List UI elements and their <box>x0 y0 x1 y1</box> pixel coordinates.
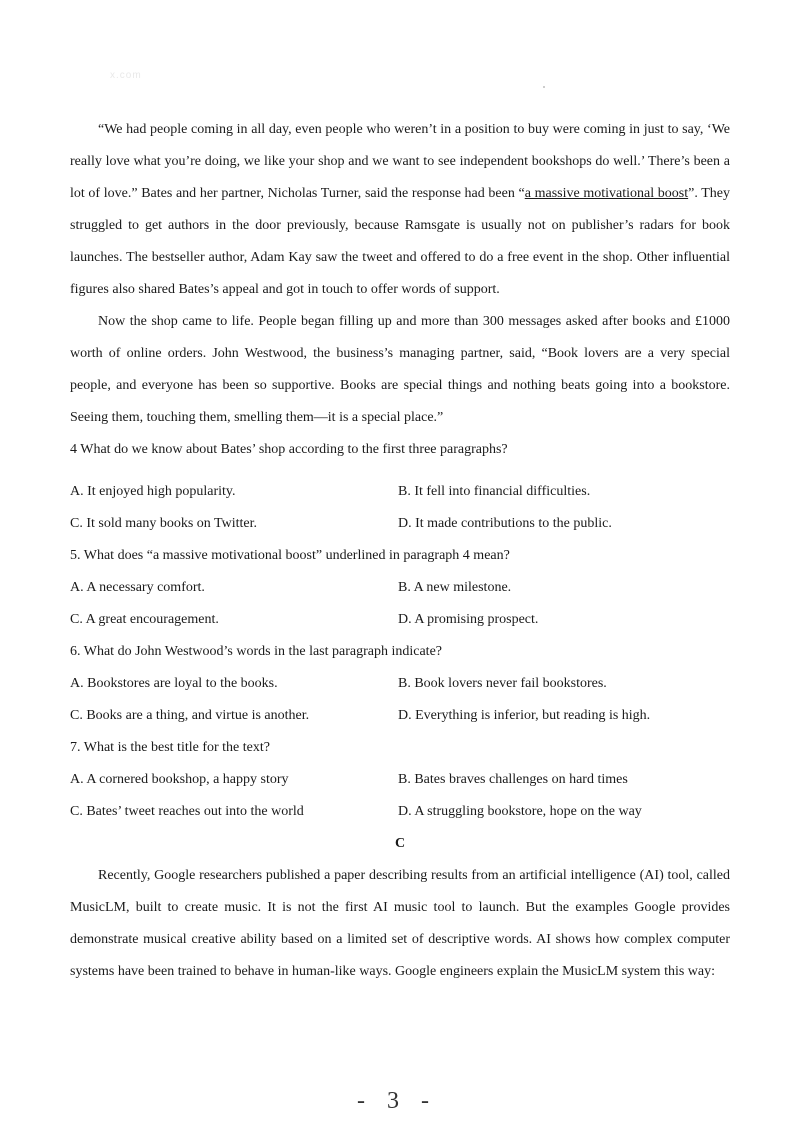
question-6-stem: 6. What do John Westwood’s words in the last paragraph indicate? <box>70 644 442 659</box>
q6-option-b: B. Book lovers never fail bookstores. <box>398 676 607 691</box>
p4-text-before: “We had people coming in all day, even people who weren’t in a position to buy were coming in just to say, ‘We really love what you’re doing, we like your shop and we want to see independent bookshops do well.’ There’s been a lot of love.” Bates and her partner, Nicholas Turner, said the response had been “ <box>70 122 730 201</box>
q4-option-a: A. It enjoyed high popularity. <box>70 484 236 499</box>
question-4-stem: 4 What do we know about Bates’ shop according to the first three paragraphs? <box>70 442 508 457</box>
q6-option-c: C. Books are a thing, and virtue is another. <box>70 708 310 723</box>
q7-option-a: A. A cornered bookshop, a happy story <box>70 772 289 787</box>
q5-option-d: D. A promising prospect. <box>398 612 539 627</box>
question-4-options-row-1 <box>70 476 730 508</box>
passage-b-paragraph-4 <box>70 114 730 306</box>
question-4-options-row-2 <box>70 508 730 540</box>
question-5-options-row-2 <box>70 604 730 636</box>
section-c-heading: C <box>394 836 406 851</box>
question-7-options-row-1 <box>70 764 730 796</box>
q5-option-a: A. A necessary comfort. <box>70 580 205 595</box>
q5-option-c: C. A great encouragement. <box>70 612 219 627</box>
question-5-options-row-1 <box>70 572 730 604</box>
q7-option-d: D. A struggling bookstore, hope on the way <box>398 804 642 819</box>
question-5-stem: 5. What does “a massive motivational boost” underlined in paragraph 4 mean? <box>70 548 510 563</box>
q4-option-d: D. It made contributions to the public. <box>398 516 612 531</box>
question-7-stem: 7. What is the best title for the text? <box>70 740 270 755</box>
q5-option-b: B. A new milestone. <box>398 580 512 595</box>
p4-text-after: ”. They struggled to get authors in the door previously, because Ramsgate is usually not on publisher’s radars for book launches. The bestseller author, Adam Kay saw the tweet and offered to do a free event in the shop. Other influential figures also shared Bates’s appeal and got in touch to offer words of support. <box>70 186 731 297</box>
scan-speck <box>543 86 545 88</box>
underlined-phrase: a massive motivational boost <box>524 186 689 201</box>
q6-option-a: A. Bookstores are loyal to the books. <box>70 676 278 691</box>
watermark: x.com <box>110 70 142 81</box>
passage-b-paragraph-5: Now the shop came to life. People began filling up and more than 300 messages asked after books and £1000 worth of online orders. John Westwood, the business’s managing partner, said, “Book lovers are a very special people, and everyone has been so supportive. Books are special things and nothing beats going into a bookstore. Seeing them, touching them, smelling them—it is a special place.” <box>70 314 730 425</box>
page-number: - 3 - <box>357 1088 437 1114</box>
question-6-options-row-2 <box>70 700 730 732</box>
question-6-options-row-1 <box>70 668 730 700</box>
q6-option-d: D. Everything is inferior, but reading is high. <box>398 708 651 723</box>
q4-option-c: C. It sold many books on Twitter. <box>70 516 257 531</box>
q7-option-c: C. Bates’ tweet reaches out into the world <box>70 804 304 819</box>
q4-option-b: B. It fell into financial difficulties. <box>398 484 591 499</box>
question-7-options-row-2 <box>70 796 730 828</box>
q7-option-b: B. Bates braves challenges on hard times <box>398 772 628 787</box>
page-content <box>70 114 730 988</box>
section-c-paragraph-1: Recently, Google researchers published a paper describing results from an artificial intelligence (AI) tool, called MusicLM, built to create music. It is not the first AI music tool to launch. But the examples Google provides demonstrate musical creative ability based on a limited set of descriptive words. AI shows how complex computer systems have been trained to behave in human-like ways. Google engineers explain the MusicLM system this way: <box>70 868 730 979</box>
